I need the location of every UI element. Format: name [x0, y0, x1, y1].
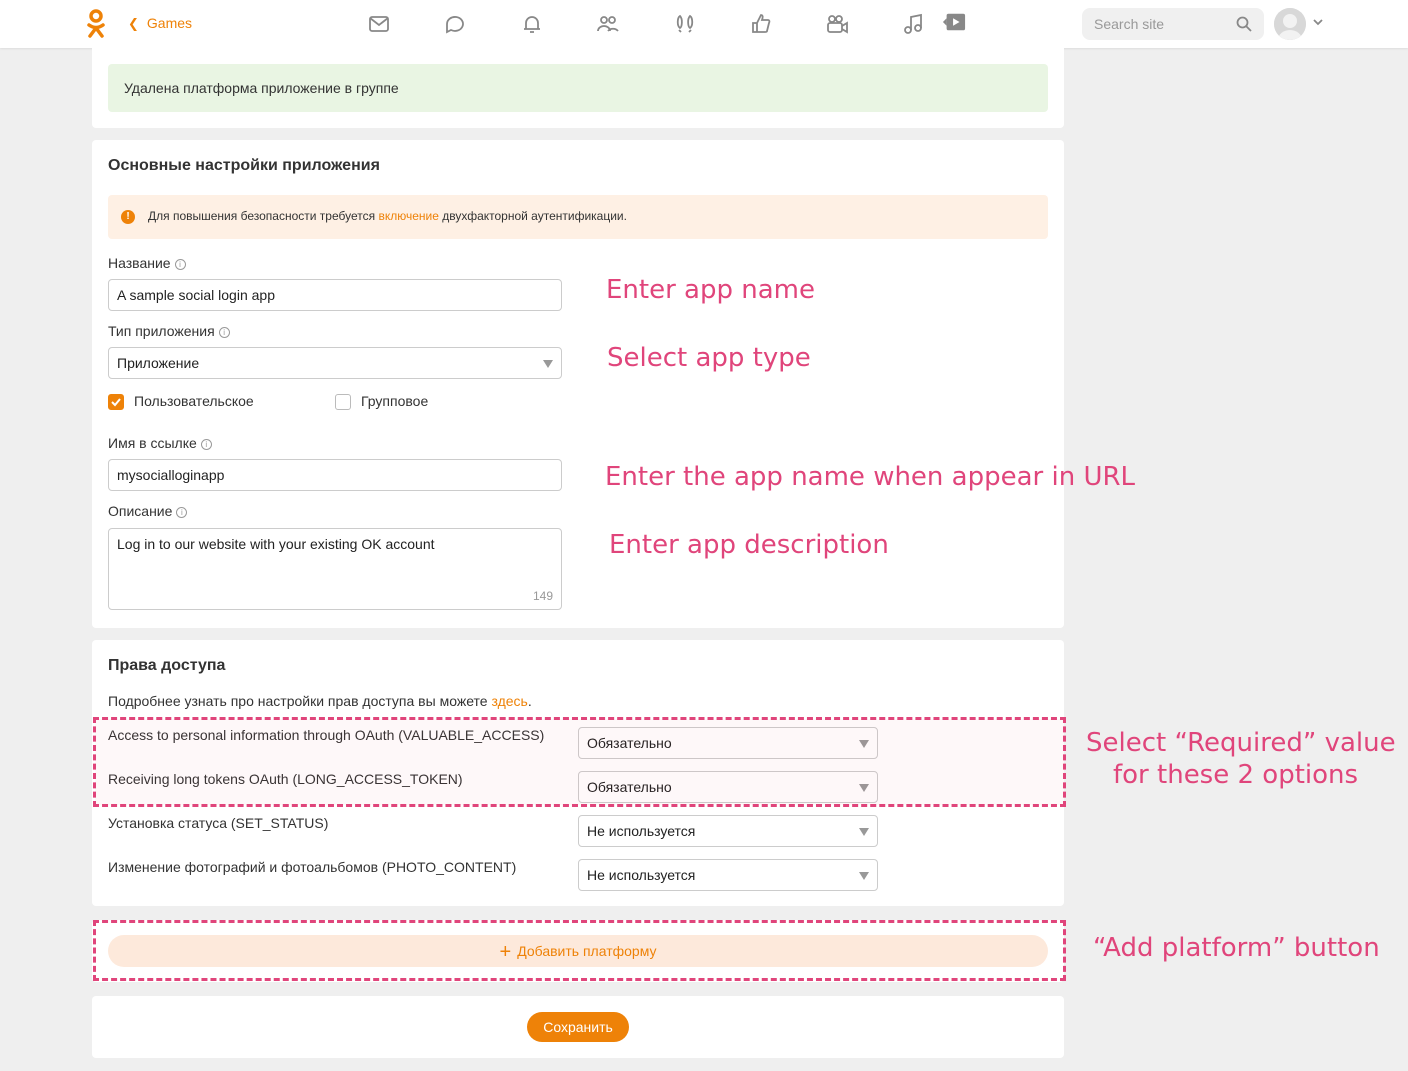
back-link[interactable]	[128, 15, 192, 32]
save-button[interactable]: Сохранить	[527, 1012, 629, 1042]
permission-value: Обязательно	[587, 779, 672, 795]
checkbox-checked[interactable]	[108, 394, 124, 410]
info-icon[interactable]: i	[219, 327, 230, 338]
video-camera-icon[interactable]	[825, 12, 849, 36]
dropdown-arrow-icon	[859, 872, 869, 880]
link-name-input[interactable]: mysocialloginapp	[108, 459, 562, 491]
annotation-app-name: Enter app name	[606, 275, 815, 305]
section-title: Основные настройки приложения	[108, 157, 380, 174]
notice-card	[92, 48, 1064, 128]
permission-value: Не используется	[587, 867, 696, 883]
top-bar	[0, 0, 1408, 48]
friends-icon[interactable]	[596, 12, 620, 36]
description-textarea[interactable]	[108, 528, 562, 610]
back-label: Games	[146, 15, 193, 31]
bell-icon[interactable]	[520, 12, 544, 36]
permission-value: Обязательно	[587, 735, 672, 751]
annotation-url-name: Enter the app name when appear in URL	[605, 462, 1136, 492]
permission-select[interactable]	[578, 815, 878, 847]
warning-text-end: двухфакторной аутентификации.	[438, 209, 627, 223]
access-help-link[interactable]: здесь	[491, 693, 528, 709]
add-platform-label: Добавить платформу	[517, 943, 657, 959]
permission-label: Access to personal information through OAuth (VALUABLE_ACCESS)	[108, 727, 545, 743]
chat-icon[interactable]	[443, 12, 467, 36]
chevron-left-icon: ❮	[128, 16, 139, 31]
add-platform-highlight-box	[93, 920, 1066, 981]
access-intro	[108, 693, 532, 709]
char-counter: 149	[532, 589, 553, 603]
info-icon[interactable]: i	[176, 507, 187, 518]
chevron-down-icon[interactable]	[1312, 16, 1324, 28]
name-label-text: Название	[108, 255, 171, 271]
success-notice: Удалена платформа приложение в группе	[108, 64, 1048, 112]
app-name-input[interactable]: A sample social login app	[108, 279, 562, 311]
likes-icon[interactable]	[749, 12, 773, 36]
enable-2fa-link[interactable]: включение	[378, 209, 439, 223]
info-icon[interactable]: i	[175, 259, 186, 270]
info-icon[interactable]: i	[201, 439, 212, 450]
warning-text-start: Для повышения безопасности требуется	[148, 209, 379, 223]
section-title: Права доступа	[108, 657, 226, 674]
access-intro-end: .	[527, 693, 532, 709]
dropdown-arrow-icon	[859, 828, 869, 836]
annotation-description: Enter app description	[609, 530, 889, 560]
avatar[interactable]	[1274, 8, 1306, 40]
name-label	[108, 255, 186, 271]
permission-label: Установка статуса (SET_STATUS)	[108, 815, 329, 831]
security-warning	[108, 195, 1048, 239]
checkbox-unchecked[interactable]	[335, 394, 351, 410]
link-name-label	[108, 435, 212, 451]
group-app-label: Групповое	[361, 393, 429, 409]
search-placeholder: Search site	[1094, 16, 1165, 32]
guests-icon[interactable]	[673, 12, 697, 36]
description-value: Log in to our website with your existing OK account	[117, 536, 435, 552]
ok-logo-icon[interactable]	[86, 9, 106, 39]
annotation-add-platform: “Add platform” button	[1093, 933, 1380, 963]
link-name-label-text: Имя в ссылке	[108, 435, 197, 451]
required-highlight-box	[93, 717, 1066, 807]
app-type-value: Приложение	[117, 355, 200, 371]
warning-icon: !	[121, 210, 135, 224]
music-icon[interactable]	[901, 12, 925, 36]
dropdown-arrow-icon	[543, 360, 553, 368]
search-icon[interactable]	[1236, 16, 1252, 32]
user-app-label: Пользовательское	[134, 393, 254, 409]
video-icon[interactable]	[942, 10, 966, 34]
permission-label: Receiving long tokens OAuth (LONG_ACCESS_TOKEN)	[108, 771, 463, 787]
annotation-required-line1: Select “Required” value	[1086, 728, 1396, 758]
permission-label: Изменение фотографий и фотоальбомов (PHOTO_CONTENT)	[108, 859, 517, 875]
type-label-text: Тип приложения	[108, 323, 215, 339]
permission-value: Не используется	[587, 823, 696, 839]
description-label	[108, 503, 187, 519]
search-input[interactable]	[1082, 8, 1264, 40]
access-intro-text: Подробнее узнать про настройки прав доступа вы можете	[108, 693, 492, 709]
plus-icon: +	[499, 941, 512, 963]
type-label	[108, 323, 230, 339]
app-type-select[interactable]	[108, 347, 562, 379]
permission-select[interactable]	[578, 859, 878, 891]
annotation-required-line2: for these 2 options	[1113, 760, 1359, 790]
mail-icon[interactable]	[367, 12, 391, 36]
annotation-app-type: Select app type	[607, 343, 811, 373]
basic-settings-card	[92, 140, 1064, 628]
description-label-text: Описание	[108, 503, 173, 519]
